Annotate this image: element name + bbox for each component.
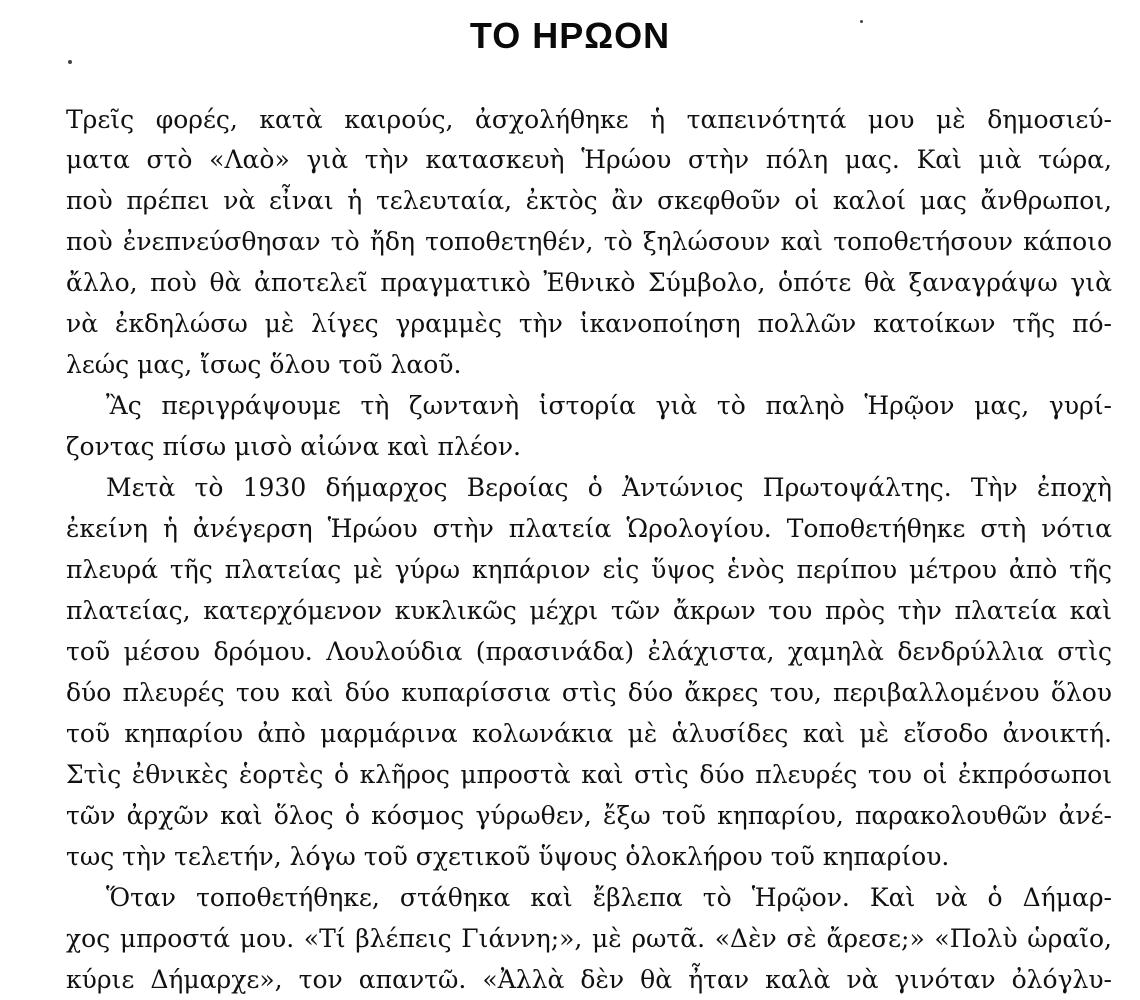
text-line: [0, 960, 1140, 1000]
text-line-content: δύο πλευρές του καὶ δύο κυπαρίσσια στὶς δύο ἄκρες του, περιβαλλομένου ὅλου: [66, 678, 1112, 707]
text-line-content: πλευρά τῆς πλατείας μὲ γύρω κηπάριον εἰς ὕψος ἑνὸς περίπου μέτρου ἀπὸ τῆς: [66, 555, 1112, 584]
text-line: [0, 386, 1140, 426]
text-line: [0, 837, 1140, 877]
text-line: [0, 509, 1140, 549]
text-line-content: τοῦ μέσου δρόμου. Λουλούδια (πρασινάδα) ἐλάχιστα, χαμηλὰ δενδρύλλια στὶς: [66, 637, 1112, 666]
text-line-content: Στὶς ἐθνικὲς ἑορτὲς ὁ κλῆρος μπροστὰ καὶ στὶς δύο πλευρές του οἱ ἐκπρόσωποι: [66, 760, 1112, 789]
text-line: [0, 468, 1140, 508]
text-line-content: ἄλλο, ποὺ θὰ ἀποτελεῖ πραγματικὸ Ἐθνικὸ Σύμβολο, ὁπότε θὰ ξαναγράψω γιὰ: [66, 268, 1112, 297]
text-line-content: κύριε Δήμαρχε», τον απαντῶ. «Ἀλλὰ δὲν θὰ ἦταν καλὰ νὰ γινόταν ὀλόγλυ-: [66, 965, 1112, 994]
text-line-content: ματα στὸ «Λαὸ» γιὰ τὴν κατασκευὴ Ἡρώου στὴν πόλη μας. Καὶ μιὰ τώρα,: [66, 145, 1112, 174]
text-line: [0, 796, 1140, 836]
text-line-content: τοῦ κηπαρίου ἀπὸ μαρμάρινα κολωνάκια μὲ ἁλυσίδες καὶ μὲ εἴσοδο ἀνοικτή.: [66, 719, 1112, 748]
text-line-content: πλατείας, κατερχόμενον κυκλικῶς μέχρι τῶν ἄκρων του πρὸς τὴν πλατεία καὶ: [66, 596, 1112, 625]
page-title: ΤΟ ΗΡΩΟΝ: [469, 15, 671, 56]
text-line-content: ποὺ ἐνεπνεύσθησαν τὸ ἤδη τοποθετηθέν, τὸ ξηλώσουν καὶ τοποθετήσουν κάποιο: [66, 227, 1112, 256]
text-line-content: Τρεῖς φορές, κατὰ καιρούς, ἀσχολήθηκε ἡ ταπεινότητά μου μὲ δημοσιεύ-: [66, 105, 1112, 134]
text-line-content: τῶν ἀρχῶν καὶ ὅλος ὁ κόσμος γύρωθεν, ἔξω τοῦ κηπαρίου, παρακολουθῶν ἀνέ-: [66, 801, 1112, 830]
text-line: [0, 919, 1140, 959]
text-line: [0, 222, 1140, 262]
text-line-content: Μετὰ τὸ 1930 δήμαρχος Βεροίας ὁ Ἀντώνιος Πρωτοψάλτης. Τὴν ἐποχὴ: [106, 473, 1112, 502]
text-line: [0, 550, 1140, 590]
text-line: [0, 181, 1140, 221]
text-line: [0, 263, 1140, 303]
text-line-content: Ὅταν τοποθετήθηκε, στάθηκα καὶ ἔβλεπα τὸ Ἡρῷον. Καὶ νὰ ὁ Δήμαρ-: [106, 883, 1112, 912]
text-line: [0, 632, 1140, 672]
text-line: [0, 100, 1140, 140]
text-line: [0, 878, 1140, 918]
text-line: [0, 673, 1140, 713]
text-line-content: ποὺ πρέπει νὰ εἶναι ἡ τελευταία, ἐκτὸς ἂν σκεφθοῦν οἱ καλοί μας ἄνθρωποι,: [66, 186, 1112, 215]
text-line-content: λεώς μας, ἴσως ὅλου τοῦ λαοῦ.: [66, 350, 462, 379]
text-line-content: χος μπροστά μου. «Τί βλέπεις Γιάννη;», μὲ ρωτᾶ. «Δὲν σὲ ἄρεσε;» «Πολὺ ὡραῖο,: [66, 924, 1112, 953]
text-line-content: νὰ ἐκδηλώσω μὲ λίγες γραμμὲς τὴν ἱκανοποίηση πολλῶν κατοίκων τῆς πό-: [66, 309, 1112, 338]
text-line-content: Ἂς περιγράψουμε τὴ ζωντανὴ ἱστορία γιὰ τὸ παληὸ Ἡρῷον μας, γυρί-: [106, 391, 1112, 420]
text-line: [0, 140, 1140, 180]
text-line-content: τως τὴν τελετήν, λόγω τοῦ σχετικοῦ ὕψους ὁλοκλήρου τοῦ κηπαρίου.: [66, 842, 950, 871]
text-line: [0, 345, 1140, 385]
text-line: [0, 304, 1140, 344]
print-speck: [68, 60, 72, 64]
text-line: [0, 591, 1140, 631]
text-line-content: ζοντας πίσω μισὸ αἰώνα καὶ πλέον.: [66, 432, 521, 461]
print-speck: [860, 20, 863, 23]
text-line: [0, 755, 1140, 795]
text-line: [0, 427, 1140, 467]
text-line-content: ἐκείνη ἡ ἀνέγερση Ἡρώου στὴν πλατεία Ὡρολογίου. Τοποθετήθηκε στὴ νότια: [66, 514, 1112, 543]
text-line: [0, 714, 1140, 754]
